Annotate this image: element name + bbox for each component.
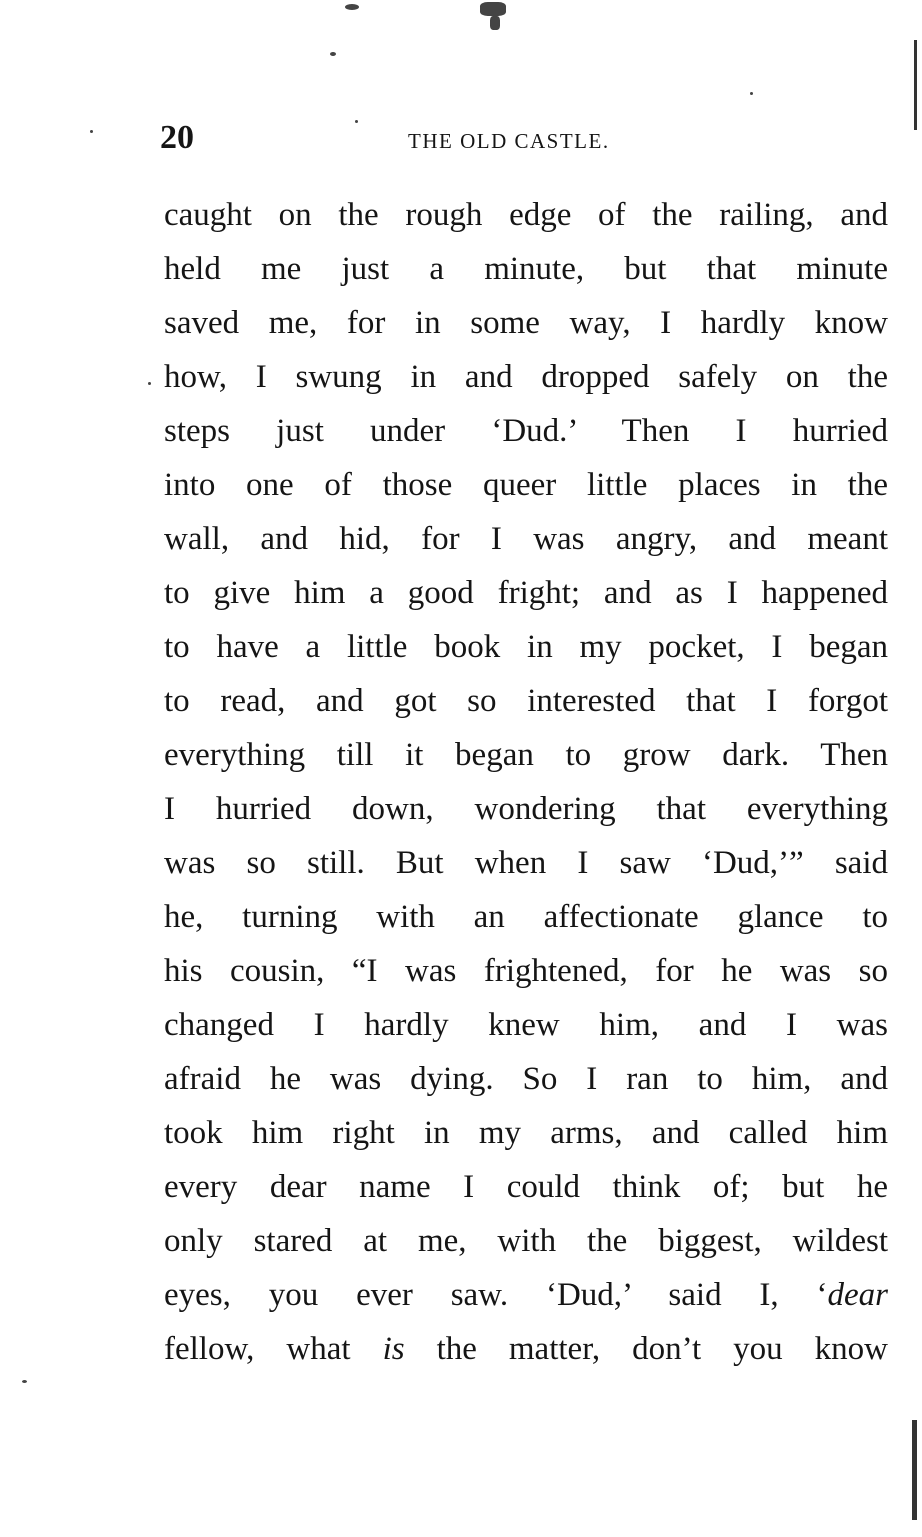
italic-text: is xyxy=(382,1331,405,1367)
text-segment: into one of those queer little places in the xyxy=(164,467,888,503)
text-segment: to give him a good fright; and as I happened xyxy=(164,575,888,611)
text-segment: how, I swung in and dropped safely on the xyxy=(164,359,888,395)
text-line xyxy=(164,458,888,512)
text-line xyxy=(164,620,888,674)
scan-speck xyxy=(330,52,336,56)
body-text xyxy=(164,188,888,1376)
text-line xyxy=(164,1106,888,1160)
text-segment: steps just under ‘Dud.’ Then I hurried xyxy=(164,413,888,449)
text-segment: every dear name I could think of; but he xyxy=(164,1169,888,1205)
text-line xyxy=(164,944,888,998)
scan-speck xyxy=(480,2,506,16)
text-segment: was so still. But when I saw ‘Dud,’” said xyxy=(164,845,888,881)
scan-edge-mark xyxy=(912,1420,917,1520)
text-segment: he, turning with an affectionate glance to xyxy=(164,899,888,935)
text-segment: held me just a minute, but that minute xyxy=(164,251,888,287)
text-line xyxy=(164,242,888,296)
scan-speck xyxy=(22,1380,27,1383)
text-segment: everything till it began to grow dark. Then xyxy=(164,737,888,773)
text-segment: fellow, what xyxy=(164,1331,383,1367)
text-line xyxy=(164,350,888,404)
text-segment: to have a little book in my pocket, I began xyxy=(164,629,888,665)
text-segment: the matter, don’t you know xyxy=(404,1331,888,1367)
text-segment: wall, and hid, for I was angry, and meant xyxy=(164,521,888,557)
text-segment: caught on the rough edge of the railing, and xyxy=(164,197,888,233)
running-title: THE OLD CASTLE. xyxy=(408,129,610,153)
text-segment: took him right in my arms, and called him xyxy=(164,1115,888,1151)
text-line xyxy=(164,1268,888,1322)
text-segment: changed I hardly knew him, and I was xyxy=(164,1007,888,1043)
scan-speck xyxy=(148,382,151,385)
text-line xyxy=(164,1322,888,1376)
scan-speck xyxy=(90,130,93,133)
text-line xyxy=(164,836,888,890)
text-line xyxy=(164,998,888,1052)
text-line xyxy=(164,1214,888,1268)
italic-text: dear xyxy=(827,1277,888,1313)
text-segment: eyes, you ever saw. ‘Dud,’ said I, ‘ xyxy=(164,1277,828,1313)
text-line xyxy=(164,566,888,620)
scan-speck xyxy=(490,16,500,30)
text-line xyxy=(164,1052,888,1106)
text-segment: only stared at me, with the biggest, wildest xyxy=(164,1223,888,1259)
text-line xyxy=(164,728,888,782)
text-line xyxy=(164,404,888,458)
page-header xyxy=(160,118,888,158)
text-segment: his cousin, “I was frightened, for he was so xyxy=(164,953,888,989)
text-line xyxy=(164,1160,888,1214)
page-number: 20 xyxy=(160,119,194,156)
text-segment: afraid he was dying. So I ran to him, and xyxy=(164,1061,888,1097)
text-line xyxy=(164,674,888,728)
text-line xyxy=(164,188,888,242)
text-segment: saved me, for in some way, I hardly know xyxy=(164,305,888,341)
text-line xyxy=(164,296,888,350)
text-line xyxy=(164,512,888,566)
scan-edge-mark xyxy=(914,40,917,130)
text-line xyxy=(164,782,888,836)
scan-speck xyxy=(345,4,359,10)
scan-speck xyxy=(750,92,753,95)
text-segment: I hurried down, wondering that everything xyxy=(164,791,888,827)
text-line xyxy=(164,890,888,944)
text-segment: to read, and got so interested that I forgot xyxy=(164,683,888,719)
